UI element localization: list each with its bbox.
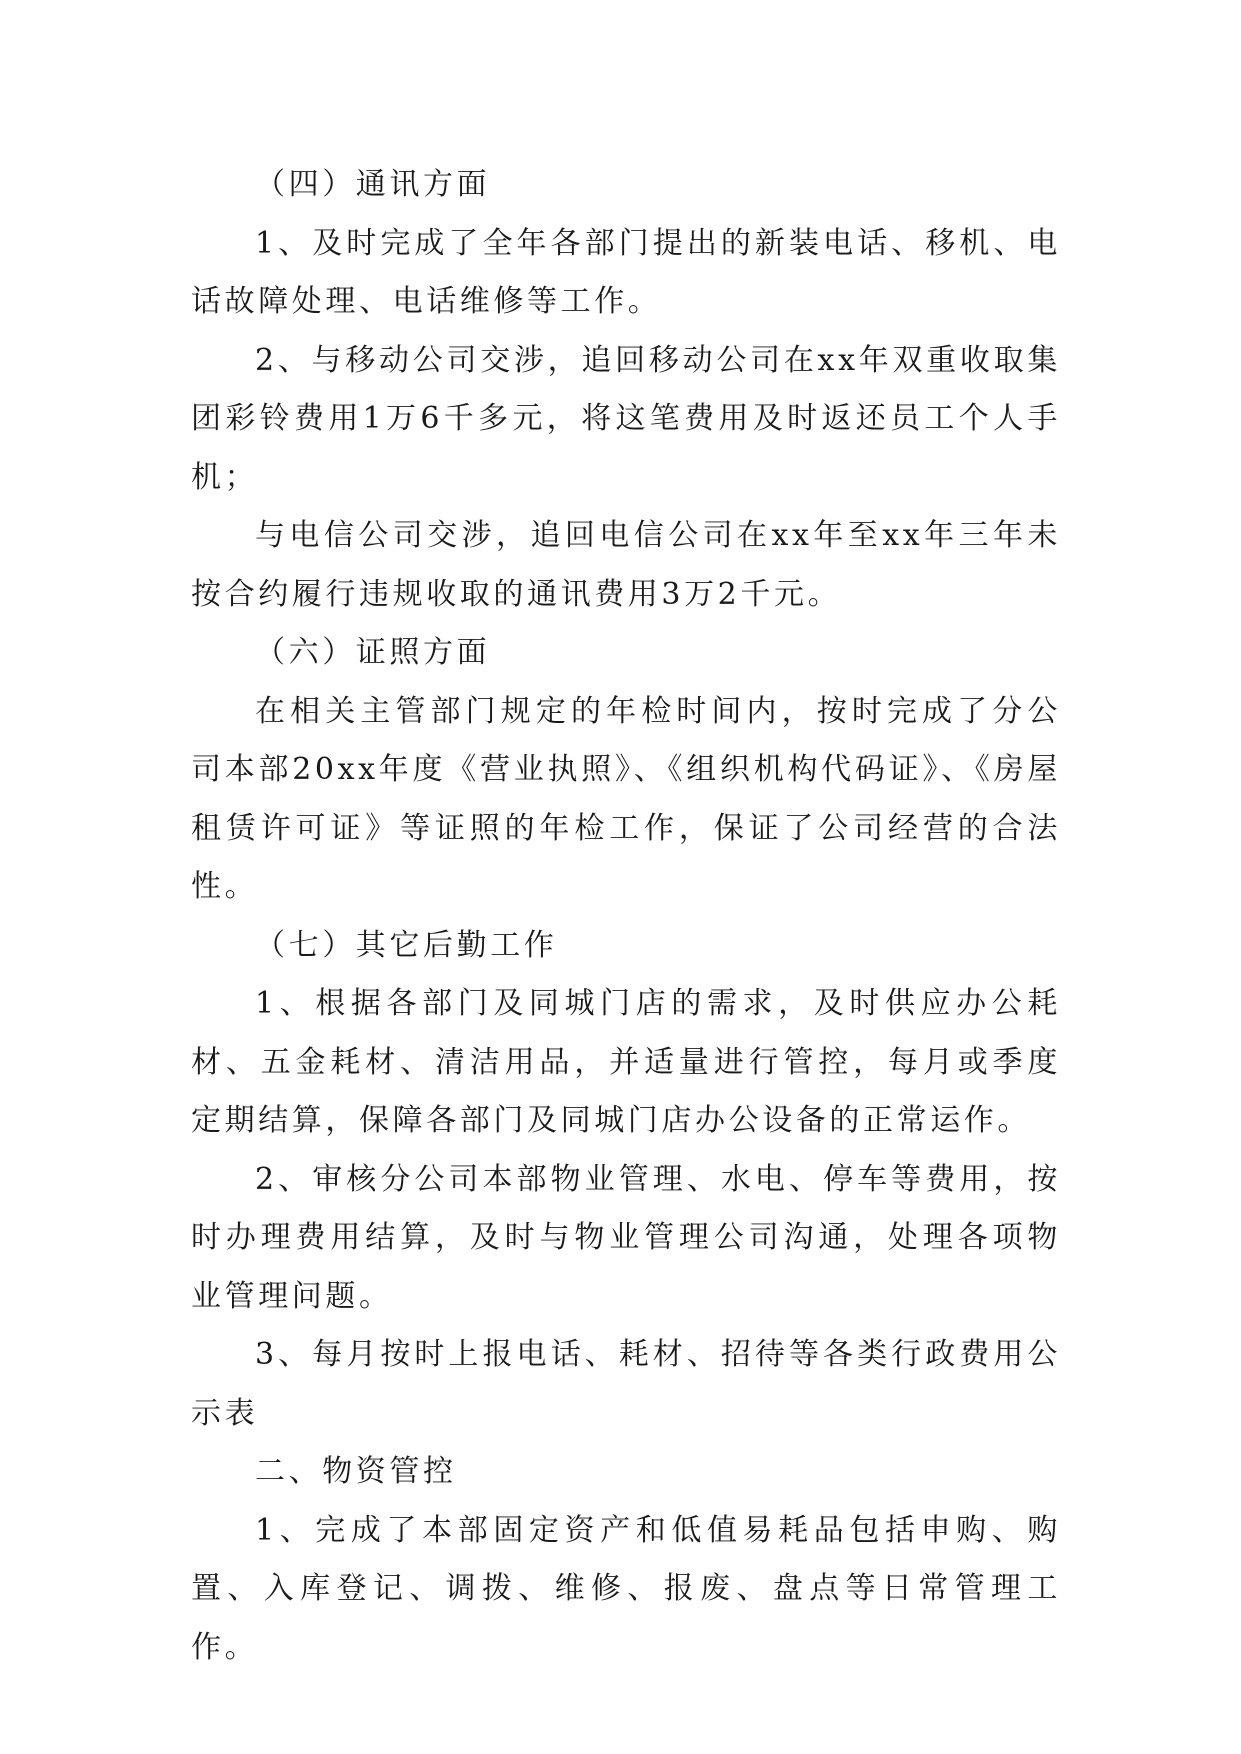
paragraph: 1、及时完成了全年各部门提出的新装电话、移机、电话故障处理、电话维修等工作。 bbox=[191, 225, 1061, 319]
section-heading-other-logistics: （七）其它后勤工作 bbox=[255, 927, 558, 963]
paragraph: 在相关主管部门规定的年检时间内，按时完成了分公司本部20xx年度《营业执照》、《组织机构代码证》、《房屋租赁许可证》等证照的年检工作，保证了公司经营的合法性。 bbox=[191, 693, 1061, 904]
section-heading-communications: （四）通讯方面 bbox=[255, 167, 491, 202]
section-heading-materials-control: 二、物资管控 bbox=[255, 1454, 457, 1489]
paragraph: 3、每月按时上报电话、耗材、招待等各类行政费用公示表 bbox=[191, 1337, 1061, 1431]
document-body bbox=[191, 156, 1061, 1677]
paragraph: 1、根据各部门及同城门店的需求，及时供应办公耗材、五金耗材、清洁用品，并适量进行管控，每月或季度定期结算，保障各部门及同城门店办公设备的正常运作。 bbox=[191, 986, 1061, 1138]
paragraph: 1、完成了本部固定资产和低值易耗品包括申购、购置、入库登记、调拨、维修、报废、盘点等日常管理工作。 bbox=[191, 1512, 1061, 1665]
paragraph: 2、审核分公司本部物业管理、水电、停车等费用，按时办理费用结算，及时与物业管理公司沟通，处理各项物业管理问题。 bbox=[191, 1161, 1061, 1314]
section-heading-licenses: （六）证照方面 bbox=[255, 635, 491, 670]
paragraph: 2、与移动公司交涉，追回移动公司在xx年双重收取集团彩铃费用1万6千多元，将这笔费用及时返还员工个人手机； bbox=[191, 342, 1061, 495]
paragraph: 与电信公司交涉，追回电信公司在xx年至xx年三年未按合约履行违规收取的通讯费用3万2千元。 bbox=[191, 518, 1061, 612]
